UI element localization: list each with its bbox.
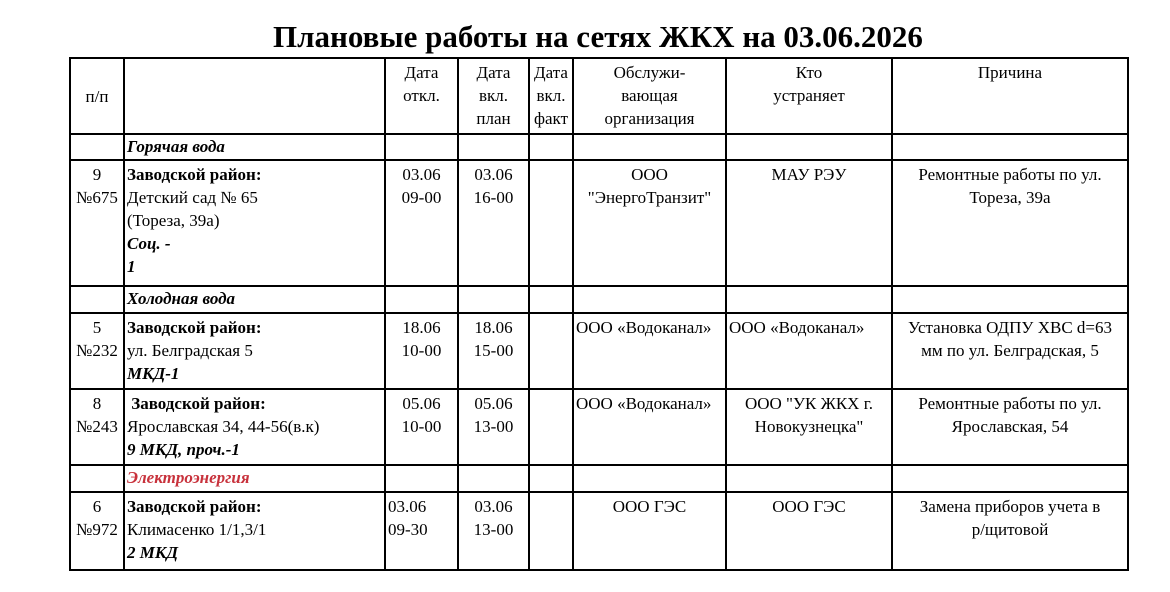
works-table [69,57,1129,571]
district-label: Заводской район: [127,497,262,516]
header-date-plan: Дата вкл. план [458,58,529,134]
service-organization: ООО "ЭнергоТранзит" [573,160,726,286]
section-title: Холодная вода [124,286,385,313]
reason: Ремонтные работы по ул. Ярославская, 54 [892,389,1128,465]
table-row [70,160,1128,286]
executor: ООО ГЭС [726,492,892,570]
date-on-fact [529,492,573,570]
date-on-plan: 05.06 13-00 [458,389,529,465]
executor: МАУ РЭУ [726,160,892,286]
header-row [70,58,1128,134]
district-label: Заводской район: [127,394,266,413]
section-row-hot-water [70,134,1128,160]
date-off: 18.06 10-00 [385,313,458,389]
header-date-fact: Дата вкл. факт [529,58,573,134]
row-number: 6 №972 [70,492,124,570]
row-number: 8 №243 [70,389,124,465]
executor: ООО «Водоканал» [726,313,892,389]
date-on-plan: 03.06 16-00 [458,160,529,286]
row-object: Заводской район: Ярославская 34, 44-56(в.к) 9 МКД, проч.-1 [124,389,385,465]
date-on-fact [529,389,573,465]
header-organization: Обслужи- вающая организация [573,58,726,134]
header-executor: Кто устраняет [726,58,892,134]
table-row [70,313,1128,389]
reason: Замена приборов учета в р/щитовой [892,492,1128,570]
row-number: 5 №232 [70,313,124,389]
service-organization: ООО ГЭС [573,492,726,570]
header-object [124,58,385,134]
row-object: Заводской район: ул. Белградская 5 МКД-1 [124,313,385,389]
date-on-plan: 03.06 13-00 [458,492,529,570]
executor: ООО "УК ЖКХ г. Новокузнецка" [726,389,892,465]
section-row-electricity [70,465,1128,492]
date-off: 05.06 10-00 [385,389,458,465]
table-row [70,389,1128,465]
service-organization: ООО «Водоканал» [573,389,726,465]
table-row [70,492,1128,570]
header-num: п/п [70,58,124,134]
section-title: Электроэнергия [124,465,385,492]
reason: Установка ОДПУ ХВС d=63 мм по ул. Белградская, 5 [892,313,1128,389]
district-label: Заводской район: [127,165,262,184]
header-date-off: Дата откл. [385,58,458,134]
section-row-cold-water [70,286,1128,313]
date-on-fact [529,313,573,389]
section-title: Горячая вода [124,134,385,160]
date-on-plan: 18.06 15-00 [458,313,529,389]
row-number: 9 №675 [70,160,124,286]
date-on-fact [529,160,573,286]
reason: Ремонтные работы по ул. Тореза, 39а [892,160,1128,286]
row-object: Заводской район: Климасенко 1/1,3/1 2 МКД [124,492,385,570]
date-off: 03.06 09-30 [385,492,458,570]
header-reason: Причина [892,58,1128,134]
date-off: 03.06 09-00 [385,160,458,286]
district-label: Заводской район: [127,318,262,337]
service-organization: ООО «Водоканал» [573,313,726,389]
page-title: Плановые работы на сетях ЖКХ на 03.06.2026 [273,19,923,54]
row-object: Заводской район: Детский сад № 65 (Тореза, 39а) Соц. - 1 [124,160,385,286]
